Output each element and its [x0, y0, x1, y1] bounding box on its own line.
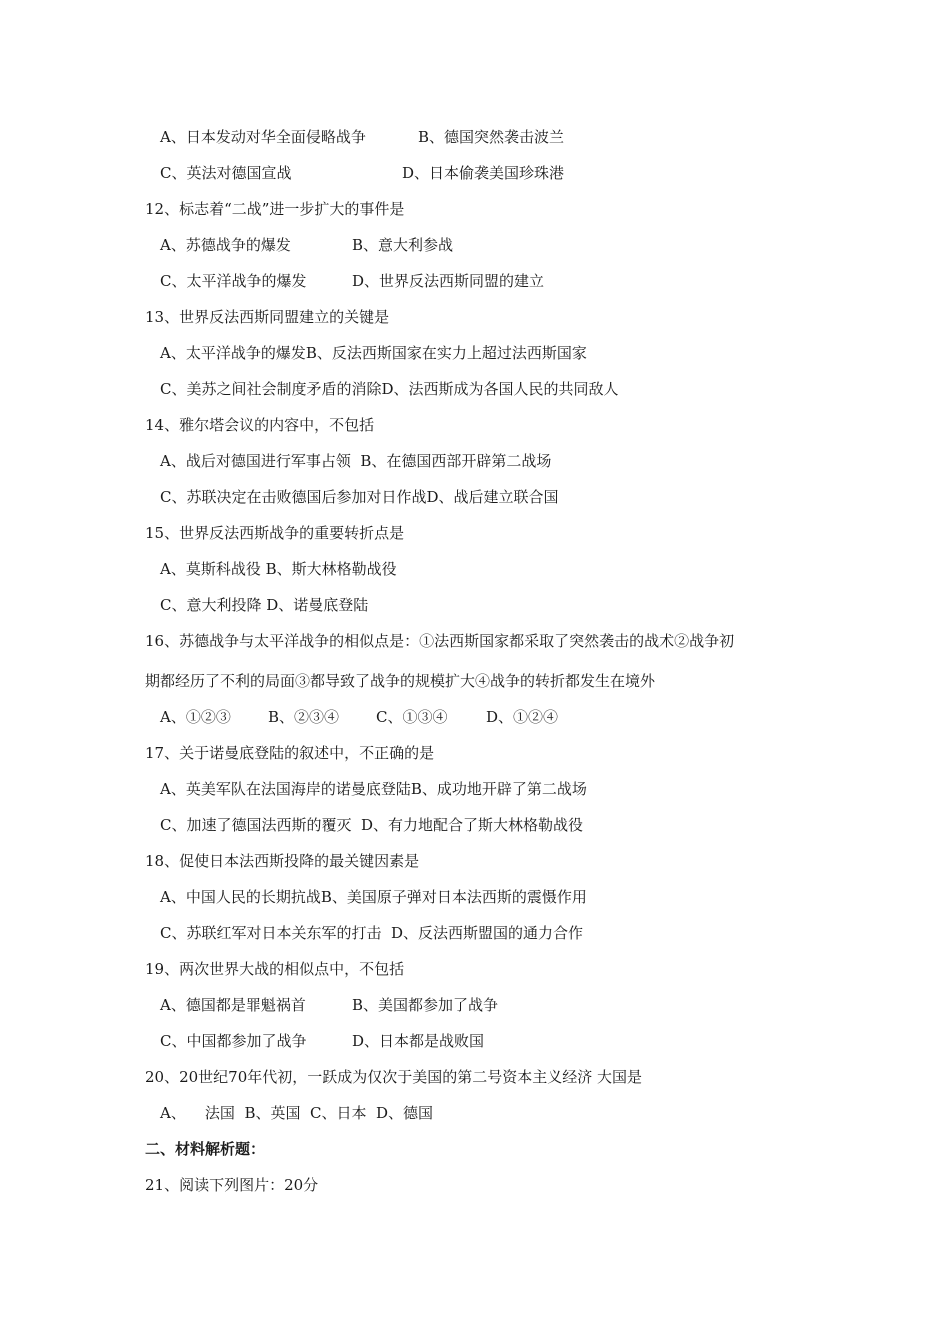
q16-option-a: A、①②③: [160, 708, 231, 726]
q19-option-d: D、日本都是战败国: [352, 1032, 485, 1050]
q15-stem: 15、世界反法西斯战争的重要转折点是: [145, 524, 405, 542]
q15-options-line2: C、意大利投降 D、诺曼底登陆: [160, 596, 369, 614]
q11-option-d: D、日本偷袭美国珍珠港: [402, 164, 565, 182]
q19-option-c: C、中国都参加了战争: [160, 1032, 307, 1050]
q11-option-a: A、日本发动对华全面侵略战争: [160, 128, 366, 146]
q18-stem: 18、促使日本法西斯投降的最关键因素是: [145, 852, 420, 870]
q17-options-line1: A、英美军队在法国海岸的诺曼底登陆B、成功地开辟了第二战场: [160, 780, 587, 798]
q16-option-b: B、②③④: [268, 708, 340, 726]
q19-option-a: A、德国都是罪魁祸首: [160, 996, 306, 1014]
q16-option-c: C、①③④: [376, 708, 448, 726]
q13-stem: 13、世界反法西斯同盟建立的关键是: [145, 308, 390, 326]
q12-option-d: D、世界反法西斯同盟的建立: [352, 272, 545, 290]
q16-option-d: D、①②④: [486, 708, 559, 726]
q18-options-line1: A、中国人民的长期抗战B、美国原子弹对日本法西斯的震慑作用: [160, 888, 587, 906]
q15-options-line1: A、莫斯科战役 B、斯大林格勒战役: [160, 560, 397, 578]
q20-stem: 20、20世纪70年代初，一跃成为仅次于美国的第二号资本主义经济 大国是: [145, 1068, 643, 1086]
section-title: 二、材料解析题：: [145, 1140, 266, 1158]
q11-option-c: C、英法对德国宣战: [160, 164, 292, 182]
q17-stem: 17、关于诺曼底登陆的叙述中，不正确的是: [145, 744, 435, 762]
q16-stem-line1: 16、苏德战争与太平洋战争的相似点是：①法西斯国家都采取了突然袭击的战术②战争初: [145, 632, 735, 650]
q19-option-b: B、美国都参加了战争: [352, 996, 499, 1014]
q16-stem-line2: 期都经历了不利的局面③都导致了战争的规模扩大④战争的转折都发生在境外: [145, 672, 656, 690]
q18-options-line2: C、苏联红军对日本关东军的打击 D、反法西斯盟国的通力合作: [160, 924, 584, 942]
q14-stem: 14、雅尔塔会议的内容中，不包括: [145, 416, 375, 434]
q13-options-line1: A、太平洋战争的爆发B、反法西斯国家在实力上超过法西斯国家: [160, 344, 587, 362]
q17-options-line2: C、加速了德国法西斯的覆灭 D、有力地配合了斯大林格勒战役: [160, 816, 584, 834]
q14-options-line1: A、战后对德国进行军事占领 B、在德国西部开辟第二战场: [160, 452, 552, 470]
q11-option-b: B、德国突然袭击波兰: [418, 128, 565, 146]
q20-options: A、 法国 B、英国 C、日本 D、德国: [160, 1104, 434, 1122]
q12-option-b: B、意大利参战: [352, 236, 454, 254]
q14-options-line2: C、苏联决定在击败德国后参加对日作战D、战后建立联合国: [160, 488, 559, 506]
q12-stem: 12、标志着“二战”进一步扩大的事件是: [145, 200, 405, 218]
q19-stem: 19、两次世界大战的相似点中，不包括: [145, 960, 405, 978]
q12-option-a: A、苏德战争的爆发: [160, 236, 291, 254]
q21-stem: 21、阅读下列图片：20分: [145, 1176, 319, 1194]
q12-option-c: C、太平洋战争的爆发: [160, 272, 307, 290]
q13-options-line2: C、美苏之间社会制度矛盾的消除D、法西斯成为各国人民的共同敌人: [160, 380, 619, 398]
